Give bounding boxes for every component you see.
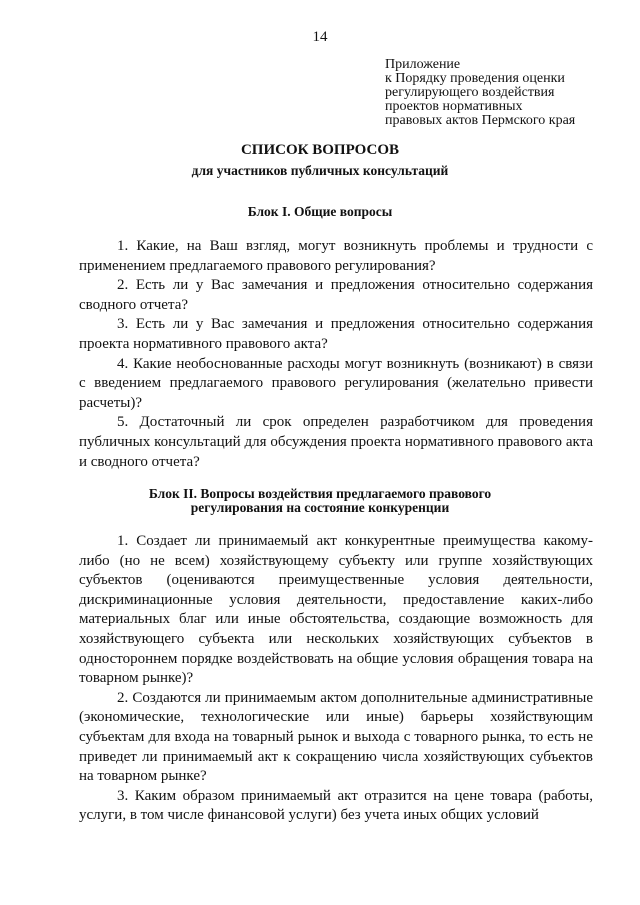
question-item: 3. Есть ли у Вас замечания и предложения относительно содержания проекта нормативного правового акта? [79, 316, 593, 352]
question-item: 5. Достаточный ли срок определен разработчиком для проведения публичных консультаций для обсуждения проекта нормативного правового акта и сводного отчета? [79, 414, 593, 470]
question-item: 2. Есть ли у Вас замечания и предложения относительно содержания сводного отчета? [79, 277, 593, 313]
block1-title: Блок I. Общие вопросы [247, 204, 393, 219]
document-subtitle: для участников публичных консультаций [191, 163, 449, 178]
question-item: 1. Какие, на Ваш взгляд, могут возникнуть проблемы и трудности с применением предлагаемого правового регулирования? [79, 238, 593, 274]
block2-title-line: регулирования на состояние конкуренции [190, 500, 450, 515]
block2-title-line: Блок II. Вопросы воздействия предлагаемого правового [148, 486, 492, 501]
question-item: 2. Создаются ли принимаемым актом дополнительные административные (экономические, технологические или иные) барьеры хозяйствующим субъектам для входа на товарный рынок и выхода с товарного рынка, то есть не приведет ли принимаемый акт к сокращению числа хозяйствующих субъектов на товарном рынке? [79, 689, 593, 785]
appendix-line: регулирующего воздействия [385, 85, 555, 100]
block2-title [0, 487, 640, 515]
question-item: 3. Каким образом принимаемый акт отразится на цене товара (работы, услуги, в том числе финансовой услуги) без учета иных общих условий [79, 787, 593, 824]
document-title: СПИСОК ВОПРОСОВ [240, 142, 400, 158]
appendix-line: к Порядку проведения оценки [385, 71, 565, 86]
appendix-line: проектов нормативных [385, 99, 523, 114]
appendix-line: Приложение [385, 57, 461, 72]
question-item: 4. Какие необоснованные расходы могут возникнуть (возникают) в связи с введением предлагаемого правового регулирования (желательно привести расчеты)? [79, 355, 593, 411]
appendix-note [385, 58, 625, 128]
question-item: 1. Создает ли принимаемый акт конкурентные преимущества какому-либо (но не всем) хозяйствующему субъекту или группе хозяйствующих субъектов (оцениваются преимущественные условия деятельности, дискриминационные условия деятельности, предоставление каких-либо материальных благ или иные обстоятельства, создающие возможность для хозяйствующего субъекта или нескольких хозяйствующих субъектов в одностороннем порядке воздействовать на общие условия обращения товара на товарном рынке)? [79, 533, 593, 687]
block1-questions [79, 237, 593, 472]
block2-questions [79, 532, 593, 826]
page-number: 14 [312, 29, 328, 45]
appendix-line: правовых актов Пермского края [385, 113, 576, 128]
